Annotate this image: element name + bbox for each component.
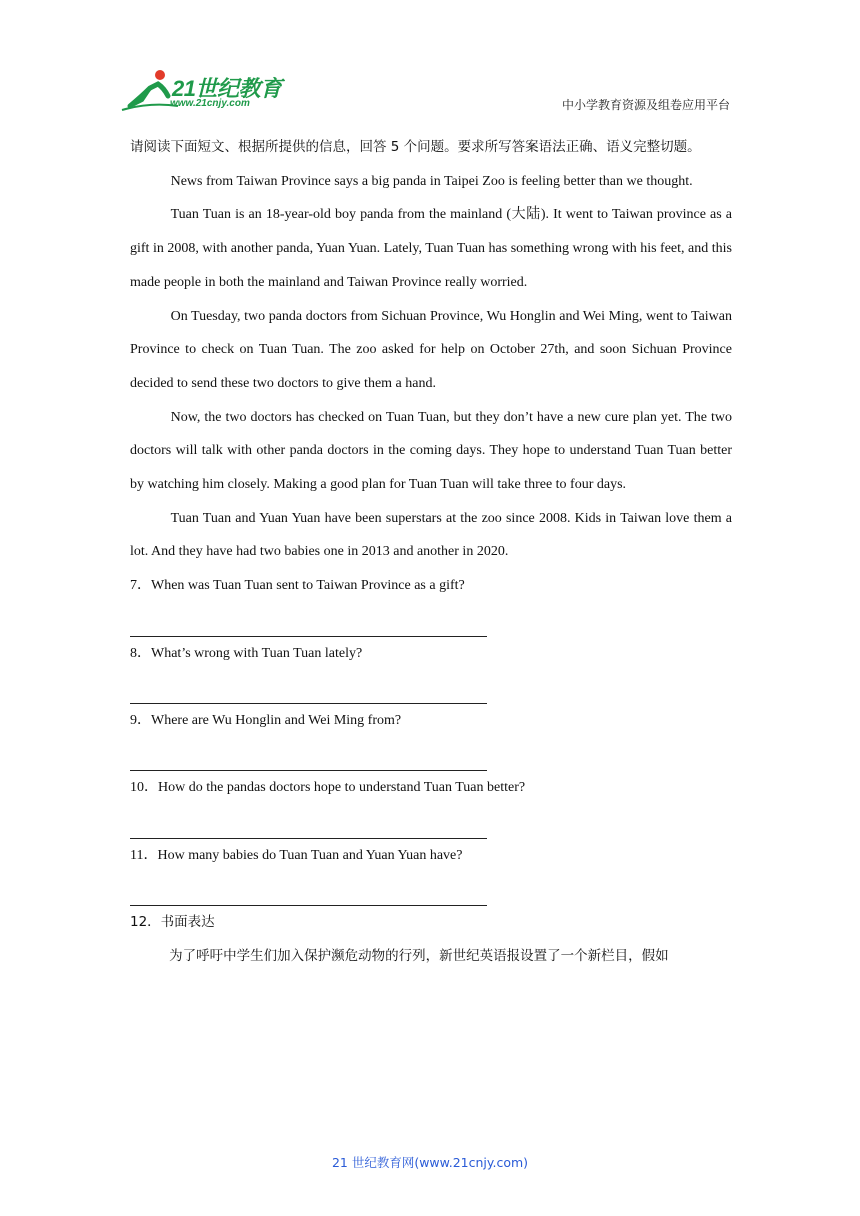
paragraph-2: Tuan Tuan is an 18-year-old boy panda from the mainland (大陆). It went to Taiwan province as a gift in 2008, with another panda, Yuan Yuan. Lately, Tuan Tuan has something wrong with his feet, and this made people in both the mainland and Taiwan Province really worried. <box>130 207 732 290</box>
paragraph-5: Tuan Tuan and Yuan Yuan have been superstars at the zoo since 2008. Kids in Taiwan love them a lot. And they have had two babies one in 2013 and another in 2020. <box>130 510 732 560</box>
answer-line-7[interactable] <box>130 603 487 637</box>
answer-line-9[interactable] <box>130 738 487 772</box>
paragraph-1: News from Taiwan Province says a big panda in Taipei Zoo is feeling better than we thought. <box>170 173 693 189</box>
answer-line-8[interactable] <box>130 670 487 704</box>
question-7: 7．When was Tuan Tuan sent to Taiwan Province as a gift? <box>130 578 465 594</box>
logo-subtext: www.21cnjy.com <box>170 98 250 109</box>
header-platform-text: 中小学教育资源及组卷应用平台 <box>561 98 730 112</box>
writing-prompt: 为了呼吁中学生们加入保护濒危动物的行列，新世纪英语报设置了一个新栏目，假如 <box>169 947 669 964</box>
paragraph-3: On Tuesday, two panda doctors from Sichuan Province, Wu Honglin and Wei Ming, went to Taiwan Province to check on Tuan Tuan. The zoo asked for help on October 27th, and soon Sichuan Province decided to send these two doctors to give them a hand. <box>130 308 732 391</box>
question-8: 8．What’s wrong with Tuan Tuan lately? <box>130 645 363 661</box>
instruction-text: 请阅读下面短文、根据所提供的信息，回答 5 个问题。要求所写答案语法正确、语义完整切题。 <box>130 139 701 155</box>
question-9: 9．Where are Wu Honglin and Wei Ming from? <box>130 712 402 728</box>
question-10: 10．How do the pandas doctors hope to understand Tuan Tuan better? <box>130 780 526 796</box>
document-body <box>130 131 732 974</box>
page-header <box>120 66 740 116</box>
logo <box>120 66 295 114</box>
paragraph-4: Now, the two doctors has checked on Tuan Tuan, but they don’t have a new cure plan yet. The two doctors will talk with other panda doctors in the coming days. They hope to understand Tuan Tuan better by watching him closely. Making a good plan for Tuan Tuan will take three to four days. <box>130 409 732 493</box>
question-11: 11．How many babies do Tuan Tuan and Yuan Yuan have? <box>130 847 463 863</box>
writing-title: 12．书面表达 <box>130 914 215 931</box>
answer-line-10[interactable] <box>130 805 487 839</box>
page-footer: 21 世纪教育网(www.21cnjy.com) <box>331 1155 529 1170</box>
logo-text: 21世纪教育 <box>172 76 282 101</box>
answer-line-11[interactable] <box>130 872 487 906</box>
